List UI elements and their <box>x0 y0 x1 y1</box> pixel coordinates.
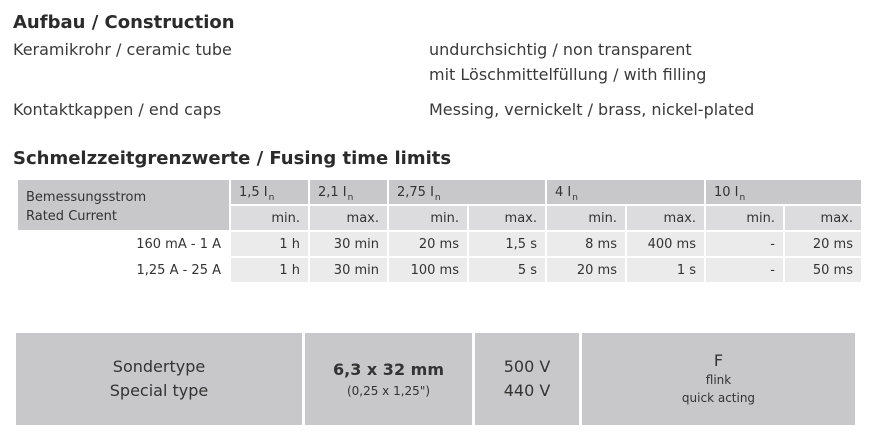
subheader-max: max. <box>627 206 704 230</box>
fusing-table <box>16 178 863 284</box>
table-cell: 1,5 s <box>469 232 545 256</box>
table-cell: 30 min <box>310 232 387 256</box>
row-current: 1,25 A - 25 A <box>136 262 221 278</box>
group-subscript: n <box>572 192 578 203</box>
rated-current-de: Bemessungsstrom <box>26 190 147 205</box>
table-cell: 1 h <box>231 232 308 256</box>
group-header-2-75 <box>389 180 545 204</box>
subheader-min: min. <box>231 206 308 230</box>
subheader-max: max. <box>310 206 387 230</box>
subheader-min: min. <box>389 206 467 230</box>
table-cell: - <box>706 232 783 256</box>
table-row <box>18 232 861 256</box>
table-cell: 1 s <box>627 258 704 282</box>
group-subscript: n <box>434 192 441 203</box>
special-type-en: Special type <box>109 381 209 400</box>
characteristic-de: flink <box>705 373 732 387</box>
ceramic-tube-value-1: undurchsichtig / non transparent <box>429 40 692 59</box>
table-cell: 20 ms <box>785 232 861 256</box>
dimension-box <box>305 333 472 425</box>
table-cell: 20 ms <box>547 258 625 282</box>
group-header-1-5 <box>231 180 308 204</box>
ceramic-tube-value-2: mit Löschmittelfüllung / with filling <box>429 65 707 84</box>
table-cell: 100 ms <box>389 258 467 282</box>
subheader-max: max. <box>469 206 545 230</box>
special-type-de: Sondertype <box>112 357 206 376</box>
dimension-mm: 6,3 x 32 mm <box>333 360 444 379</box>
group-subscript: n <box>739 192 746 203</box>
dimension-inch: (0,25 x 1,25") <box>346 384 431 398</box>
voltage-1: 500 V <box>503 357 551 376</box>
table-cell: 50 ms <box>785 258 861 282</box>
subheader-min: min. <box>547 206 625 230</box>
group-label: 2,1 I <box>318 184 347 200</box>
voltage-box <box>475 333 579 425</box>
group-label: 10 I <box>714 184 739 200</box>
subheader-min: min. <box>706 206 783 230</box>
characteristic-box <box>582 333 855 425</box>
construction-heading: Aufbau / Construction <box>13 12 235 33</box>
subheader-max: max. <box>785 206 861 230</box>
group-label: 2,75 I <box>397 184 434 200</box>
group-header-10 <box>706 180 861 204</box>
table-cell: 30 min <box>310 258 387 282</box>
group-subscript: n <box>268 192 275 203</box>
table-cell: 8 ms <box>547 232 625 256</box>
characteristic-code: F <box>713 351 724 370</box>
table-cell: 5 s <box>469 258 545 282</box>
group-label: 4 I <box>555 184 572 200</box>
special-type-box <box>16 333 302 425</box>
table-row <box>18 258 861 282</box>
rated-current-header <box>18 180 229 230</box>
group-subscript: n <box>347 192 354 203</box>
row-current: 160 mA - 1 A <box>136 236 221 252</box>
rated-current-en: Rated Current <box>26 209 118 224</box>
end-caps-label: Kontaktkappen / end caps <box>13 100 222 119</box>
characteristic-en: quick acting <box>681 391 756 405</box>
ceramic-tube-label: Keramikrohr / ceramic tube <box>13 40 232 59</box>
group-header-row <box>18 180 861 204</box>
group-label: 1,5 I <box>239 184 268 200</box>
fusing-heading: Schmelzzeitgrenzwerte / Fusing time limits <box>13 148 452 169</box>
voltage-2: 440 V <box>503 381 551 400</box>
table-cell: 400 ms <box>627 232 704 256</box>
end-caps-value: Messing, vernickelt / brass, nickel-plated <box>429 100 755 119</box>
table-cell: 1 h <box>231 258 308 282</box>
table-cell: - <box>706 258 783 282</box>
group-header-4 <box>547 180 704 204</box>
group-header-2-1 <box>310 180 387 204</box>
table-cell: 20 ms <box>389 232 467 256</box>
